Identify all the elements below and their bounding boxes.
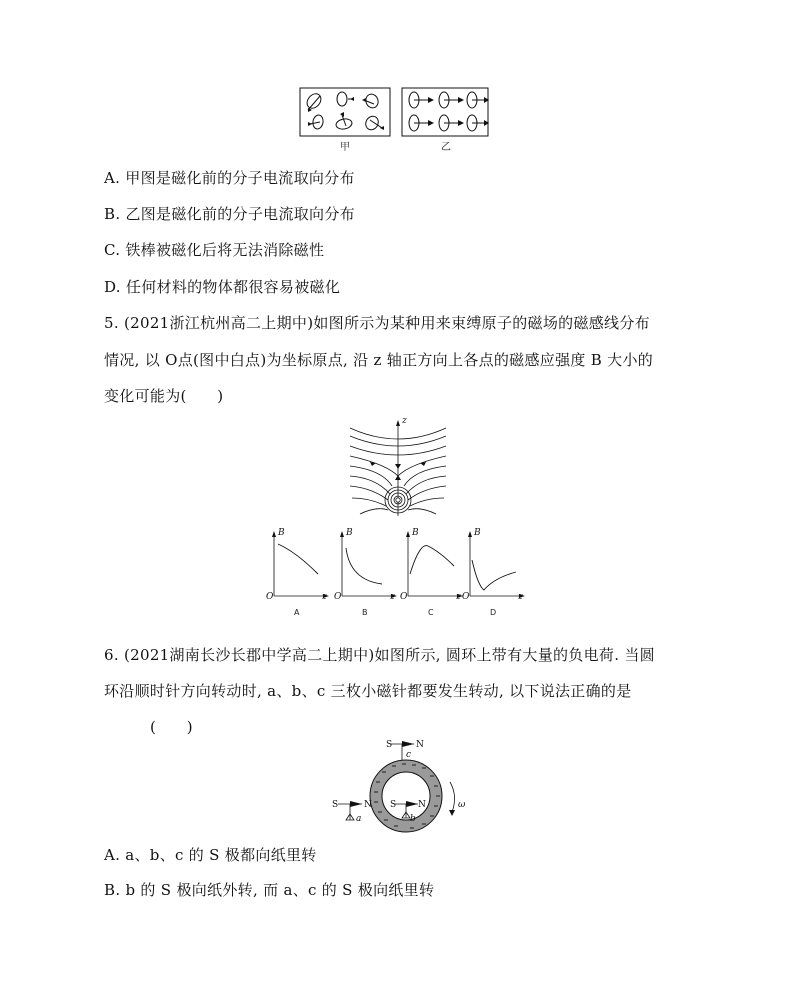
field-lines-svg <box>346 420 450 520</box>
graph-d-origin: O <box>462 592 470 602</box>
graph-a-svg <box>266 530 330 602</box>
needle-a-s-label: S <box>332 800 339 810</box>
graph-b-origin: O <box>334 592 342 602</box>
q6-option-b: B. b 的 S 极向纸外转, 而 a、c 的 S 极向纸里转 <box>104 881 435 899</box>
omega-label: ω <box>458 800 466 810</box>
magnetic-field-lines-figure <box>346 416 450 520</box>
graph-c-svg <box>400 530 464 602</box>
graph-d-svg <box>462 530 526 602</box>
graph-b-svg <box>334 530 398 602</box>
graph-d-label: D <box>490 608 497 617</box>
figure-molecular-currents <box>298 86 490 152</box>
q5-stem-line2: 情况, 以 O点(图中白点)为坐标原点, 沿 z 轴正方向上各点的磁感应强度 B 大小的 <box>104 351 654 369</box>
graph-c-label: C <box>428 608 434 617</box>
graph-b-y-label: B <box>346 528 353 538</box>
q6-stem-line1: 6. (2021湖南长沙长郡中学高二上期中)如图所示, 圆环上带有大量的负电荷. 当圆 <box>104 646 655 664</box>
q5-graph-b <box>334 530 398 620</box>
figure-label-jia: 甲 <box>340 142 350 153</box>
graph-b-x-label: z <box>390 592 395 602</box>
q5-graph-a <box>266 530 330 620</box>
needle-b-n-label: N <box>418 800 426 810</box>
charged-ring-svg <box>330 738 470 838</box>
figure-label-yi: 乙 <box>441 142 451 153</box>
graph-c-origin: O <box>400 592 408 602</box>
needle-b-name: b <box>410 814 416 824</box>
graph-c-y-label: B <box>412 528 419 538</box>
graph-a-x-label: z <box>322 592 327 602</box>
needle-c-name: c <box>406 750 412 760</box>
needle-c-s-label: S <box>386 740 393 750</box>
needle-c-n-label: N <box>416 740 424 750</box>
graph-a-origin: O <box>266 592 274 602</box>
needle-b-s-label: S <box>390 800 397 810</box>
q5-stem-line3: 变化可能为( ) <box>104 387 224 405</box>
q5-graph-c <box>400 530 464 620</box>
q5-graph-d <box>462 530 526 620</box>
graph-c-x-label: z <box>456 592 461 602</box>
graph-d-x-label: z <box>518 592 523 602</box>
graph-a-label: A <box>294 608 300 617</box>
needle-a-name: a <box>356 814 362 824</box>
q4-option-c: C. 铁棒被磁化后将无法消除磁性 <box>104 241 325 259</box>
q4-option-b: B. 乙图是磁化前的分子电流取向分布 <box>104 205 355 223</box>
q4-option-d: D. 任何材料的物体都很容易被磁化 <box>104 278 341 296</box>
field-z-axis-label: z <box>402 416 407 426</box>
q4-option-a: A. 甲图是磁化前的分子电流取向分布 <box>104 169 355 187</box>
charged-ring-figure <box>330 738 470 838</box>
graph-d-y-label: B <box>474 528 481 538</box>
q5-stem-line1: 5. (2021浙江杭州高二上期中)如图所示为某种用来束缚原子的磁场的磁感线分布 <box>104 314 650 332</box>
q6-stem-line2: 环沿顺时针方向转动时, a、b、c 三枚小磁针都要发生转动, 以下说法正确的是 <box>104 682 632 700</box>
graph-a-y-label: B <box>278 528 285 538</box>
q6-stem-line3: ( ) <box>150 718 193 736</box>
molecular-currents-svg <box>298 86 490 152</box>
needle-a-n-label: N <box>364 800 372 810</box>
graph-b-label: B <box>362 608 368 617</box>
q6-option-a: A. a、b、c 的 S 极都向纸里转 <box>104 846 317 864</box>
